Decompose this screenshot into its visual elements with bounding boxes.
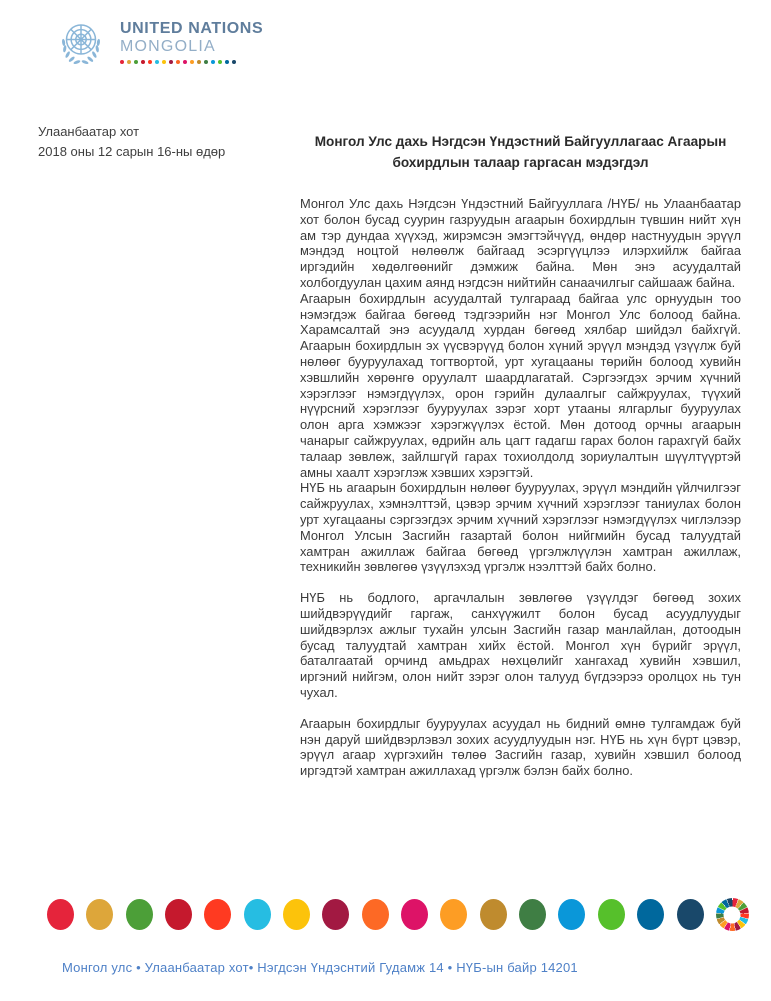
un-emblem-icon — [52, 14, 110, 72]
sdg-color-dot — [148, 60, 152, 64]
sdg-color-dot — [401, 899, 428, 930]
sdg-color-dot — [218, 60, 222, 64]
sdg-color-dot — [480, 899, 507, 930]
footer-address: Монгол улс • Улаанбаатар хот• Нэгдсэн Үндэснтий Гудамж 14 • НҮБ-ын байр 14201 — [62, 960, 578, 975]
sdg-color-dot — [598, 899, 625, 930]
sdg-color-dot — [322, 899, 349, 930]
sdg-color-dot — [225, 60, 229, 64]
sdg-color-dot — [204, 899, 231, 930]
sdg-color-dot — [677, 899, 704, 930]
country-name: MONGOLIA — [120, 38, 216, 55]
sdg-color-dot — [204, 60, 208, 64]
sdg-color-dot — [47, 899, 74, 930]
sdg-color-dot — [211, 60, 215, 64]
sdg-color-dot — [155, 60, 159, 64]
sdg-color-dot — [197, 60, 201, 64]
sdg-color-dot — [86, 899, 113, 930]
sdg-color-dot — [120, 60, 124, 64]
sdg-color-dot — [232, 60, 236, 64]
un-mongolia-logo — [52, 14, 263, 72]
sdg-color-dot — [283, 899, 310, 930]
sdg-wheel-icon — [716, 898, 749, 931]
body-paragraph: Агаарын бохирдлыг бууруулах асуудал нь бидний өмнө тулгамдаж буй нэн даруй шийдвэрлэвэл зохих асуудлуудын нэг. НҮБ нь хүн бүрт цэвэр, эрүүл агаар хүргэхийн төлөө Засгийн газар, хувийн хэвшил болоод иргэдтэй хамтран ажиллахад үргэлж бэлэн байх болно. — [300, 715, 741, 779]
body-paragraph: НҮБ нь бодлого, аргачлалын зөвлөгөө үзүүлдэг бөгөөд зохих шийдвэрүүдийг гаргаж, санхүүжилт болон бусад асуудлуудыг шийдвэрлэх ажлыг тухайн улсын Засгийн газар манлайлан, дотоодын бусад талуудтай хамтран хийх ёстой. Монгол хүн бүрийг эрүүл, баталгаатай орчинд амьдрах нөхцөлийг хангахад хувийн хэвшил, иргэний нийгэм, олон нийт зэрэг олон талууд бүгдээрээ оролцох нь тун чухал. — [300, 590, 741, 700]
sdg-color-dot — [558, 899, 585, 930]
sdg-color-dot — [190, 60, 194, 64]
dateline-date: 2018 оны 12 сарын 16-ны өдөр — [38, 144, 226, 159]
dateline-city: Улаанбаатар хот — [38, 124, 140, 139]
sdg-color-dot — [169, 60, 173, 64]
body-paragraph: Агаарын бохирдлын асуудалтай тулгараад байгаа улс орнуудын тоо нэмэгдэж байгаа бөгөөд тэдгээрийн нэг Монгол Улс болоод байна. Харамсалтай энэ асуудалд хурдан бөгөөд хялбар шийдэл байхгүй. Агаарын бохирдлын эх үүсвэрүүд болон хүний эрүүл мэндэд үзүүлж буй нөлөөг бууруулахад тогтвортой, урт хугацааны төрийн болоод хувийн хэвшлийн хөрөнгө оруулалт шаардлагатай. Сэргээгдэх эрчим хүчний хэрэглээг нэмэгдүүлэх, орон гэрийн дулаалгыг сайжруулах, түүхий нүүрсний хэрэглээг бууруулах зэрэг хорт утааны ялгарлыг бууруулах олон арга хэмжээг хэрэгжүүлэх ёстой. Мөн дотоод орчны агаарын чанарыг сайжруулах, өдрийн аль цагт гадагш гарах болон гарахгүй байх талаар зөвлөж, зайлшгүй гарах тохиолдолд зориулалтын шүүлтүүртэй амны хаалт хэрэглэж хэвших хэрэгтэй. — [300, 290, 741, 480]
body-paragraph: НҮБ нь агаарын бохирдлын нөлөөг бууруулах, эрүүл мэндийн үйлчилгээг сайжруулах, хэмнэлттэй, цэвэр эрчим хүчний хэрэглээг таниулах болон урт хугацааны сэргээгдэх эрчим хүчний хэрэглээг нэмэгдүүлэх чиглэлээр Монгол Улсын Засгийн газартай болон нийгмийн бусад талуудтай хамтран ажиллаж байгаа бөгөөд үргэлжлүүлэн хамтран ажиллаж, техникийн зөвлөгөө үзүүлэхэд үргэлж нээлттэй байх болно. — [300, 480, 741, 575]
logo-sdg-dots — [120, 60, 263, 64]
sdg-color-dot — [519, 899, 546, 930]
sdg-color-dot — [244, 899, 271, 930]
sdg-color-dot — [141, 60, 145, 64]
org-name: UNITED NATIONS — [120, 20, 264, 37]
document-body — [300, 196, 741, 779]
sdg-color-dot — [126, 899, 153, 930]
sdg-dots-row — [47, 898, 749, 931]
logo-text — [120, 14, 263, 64]
sdg-color-dot — [162, 60, 166, 64]
sdg-color-dot — [362, 899, 389, 930]
body-paragraph: Монгол Улс дахь Нэгдсэн Үндэстний Байгууллага /НҮБ/ нь Улаанбаатар хот болон бусад суурин газруудын агаарын бохирдлын түвшин нийт хүн ам тэр дундаа хүүхэд, жирэмсэн эмэгтэйчүүд, өндөр настнуудын эрүүл мэндэд ноцтой нөлөөлж байгаад эсэргүүцлээ илэрхийлж байгаа иргэдийн хөдөлгөөнийг дэмжиж байна. Мөн энэ асуудалтай холбогдуулан цахим аянд нэгдсэн нийтийн санаачилгыг сайшааж байна. — [300, 196, 741, 290]
sdg-color-dot — [165, 899, 192, 930]
sdg-color-dot — [440, 899, 467, 930]
document-title: Монгол Улс дахь Нэгдсэн Үндэстний Байгууллагаас Агаарын бохирдлын талаар гаргасан мэдэгдэл — [314, 134, 727, 170]
sdg-color-dot — [134, 60, 138, 64]
sdg-color-dot — [127, 60, 131, 64]
sdg-color-dot — [637, 899, 664, 930]
sdg-color-dot — [183, 60, 187, 64]
dateline — [38, 122, 225, 162]
sdg-color-dot — [176, 60, 180, 64]
document-main — [300, 131, 741, 779]
